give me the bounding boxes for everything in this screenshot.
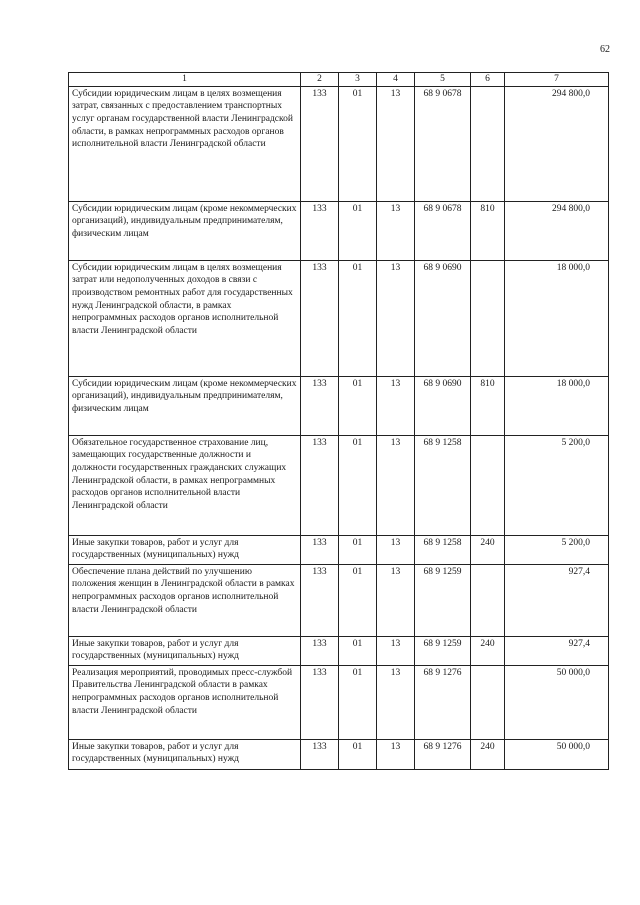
header-cell: 2 [301, 73, 339, 87]
ministry-code: 133 [301, 739, 339, 769]
expense-type-code: 810 [471, 376, 505, 435]
expense-name: Иные закупки товаров, работ и услуг для государственных (муниципальных) нужд [69, 739, 301, 769]
expense-name: Субсидии юридическим лицам в целях возмещения затрат, связанных с предоставлением транспортных услуг органам государственной власти Ленинградской области, в рамках непрограммных расходов органов исполнительной власти Ленинградской области [69, 86, 301, 201]
table-row [69, 636, 609, 665]
table-row [69, 376, 609, 435]
table-row [69, 739, 609, 769]
table-row [69, 564, 609, 636]
target-article-code: 68 9 0690 [415, 260, 471, 376]
section-code: 01 [339, 564, 377, 636]
expense-type-code [471, 435, 505, 535]
amount: 18 000,0 [505, 260, 609, 376]
ministry-code: 133 [301, 260, 339, 376]
table-row [69, 435, 609, 535]
section-code: 01 [339, 260, 377, 376]
amount: 927,4 [505, 636, 609, 665]
amount: 294 800,0 [505, 201, 609, 260]
header-row [69, 73, 609, 87]
target-article-code: 68 9 1258 [415, 435, 471, 535]
section-code: 01 [339, 86, 377, 201]
header-cell: 5 [415, 73, 471, 87]
subsection-code: 13 [377, 636, 415, 665]
expense-type-code [471, 86, 505, 201]
amount: 50 000,0 [505, 665, 609, 739]
table-row [69, 260, 609, 376]
target-article-code: 68 9 1258 [415, 535, 471, 564]
section-code: 01 [339, 636, 377, 665]
page-number: 62 [600, 44, 610, 55]
subsection-code: 13 [377, 564, 415, 636]
ministry-code: 133 [301, 201, 339, 260]
amount: 927,4 [505, 564, 609, 636]
section-code: 01 [339, 376, 377, 435]
target-article-code: 68 9 1276 [415, 739, 471, 769]
expense-name: Иные закупки товаров, работ и услуг для государственных (муниципальных) нужд [69, 535, 301, 564]
expense-type-code [471, 260, 505, 376]
amount: 294 800,0 [505, 86, 609, 201]
amount: 50 000,0 [505, 739, 609, 769]
section-code: 01 [339, 435, 377, 535]
target-article-code: 68 9 0678 [415, 86, 471, 201]
table-row [69, 201, 609, 260]
section-code: 01 [339, 665, 377, 739]
subsection-code: 13 [377, 376, 415, 435]
section-code: 01 [339, 535, 377, 564]
expense-name: Субсидии юридическим лицам (кроме некоммерческих организаций), индивидуальным предпринимателям, физическим лицам [69, 376, 301, 435]
amount: 18 000,0 [505, 376, 609, 435]
amount: 5 200,0 [505, 435, 609, 535]
header-cell: 6 [471, 73, 505, 87]
table-row [69, 665, 609, 739]
ministry-code: 133 [301, 636, 339, 665]
expense-type-code [471, 665, 505, 739]
subsection-code: 13 [377, 201, 415, 260]
target-article-code: 68 9 0678 [415, 201, 471, 260]
ministry-code: 133 [301, 86, 339, 201]
subsection-code: 13 [377, 86, 415, 201]
amount: 5 200,0 [505, 535, 609, 564]
target-article-code: 68 9 1276 [415, 665, 471, 739]
expense-type-code: 240 [471, 535, 505, 564]
section-code: 01 [339, 739, 377, 769]
expense-type-code: 240 [471, 739, 505, 769]
expense-name: Иные закупки товаров, работ и услуг для государственных (муниципальных) нужд [69, 636, 301, 665]
expense-name: Обязательное государственное страхование лиц, замещающих государственные должности и должности государственных гражданских служащих Ленинградской области, в рамках непрограммных расходов органов исполнительной власти Ленинградской области [69, 435, 301, 535]
ministry-code: 133 [301, 665, 339, 739]
table-row [69, 86, 609, 201]
ministry-code: 133 [301, 564, 339, 636]
header-cell: 3 [339, 73, 377, 87]
target-article-code: 68 9 1259 [415, 636, 471, 665]
budget-table [68, 72, 609, 770]
subsection-code: 13 [377, 535, 415, 564]
header-cell: 4 [377, 73, 415, 87]
expense-type-code: 240 [471, 636, 505, 665]
target-article-code: 68 9 1259 [415, 564, 471, 636]
table-row [69, 535, 609, 564]
expense-type-code [471, 564, 505, 636]
header-cell: 7 [505, 73, 609, 87]
subsection-code: 13 [377, 665, 415, 739]
ministry-code: 133 [301, 435, 339, 535]
expense-name: Субсидии юридическим лицам в целях возмещения затрат или недополученных доходов в связи с производством ремонтных работ для государственных нужд Ленинградской области, в рамках непрограммных расходов органов исполнительной власти Ленинградской области [69, 260, 301, 376]
section-code: 01 [339, 201, 377, 260]
subsection-code: 13 [377, 739, 415, 769]
expense-name: Реализация мероприятий, проводимых пресс-службой Правительства Ленинградской области в рамках непрограммных расходов органов исполнительной власти Ленинградской области [69, 665, 301, 739]
ministry-code: 133 [301, 376, 339, 435]
target-article-code: 68 9 0690 [415, 376, 471, 435]
expense-name: Обеспечение плана действий по улучшению положения женщин в Ленинградской области в рамках непрограммных расходов органов исполнительной власти Ленинградской области [69, 564, 301, 636]
subsection-code: 13 [377, 435, 415, 535]
expense-type-code: 810 [471, 201, 505, 260]
subsection-code: 13 [377, 260, 415, 376]
ministry-code: 133 [301, 535, 339, 564]
header-cell: 1 [69, 73, 301, 87]
expense-name: Субсидии юридическим лицам (кроме некоммерческих организаций), индивидуальным предпринимателям, физическим лицам [69, 201, 301, 260]
